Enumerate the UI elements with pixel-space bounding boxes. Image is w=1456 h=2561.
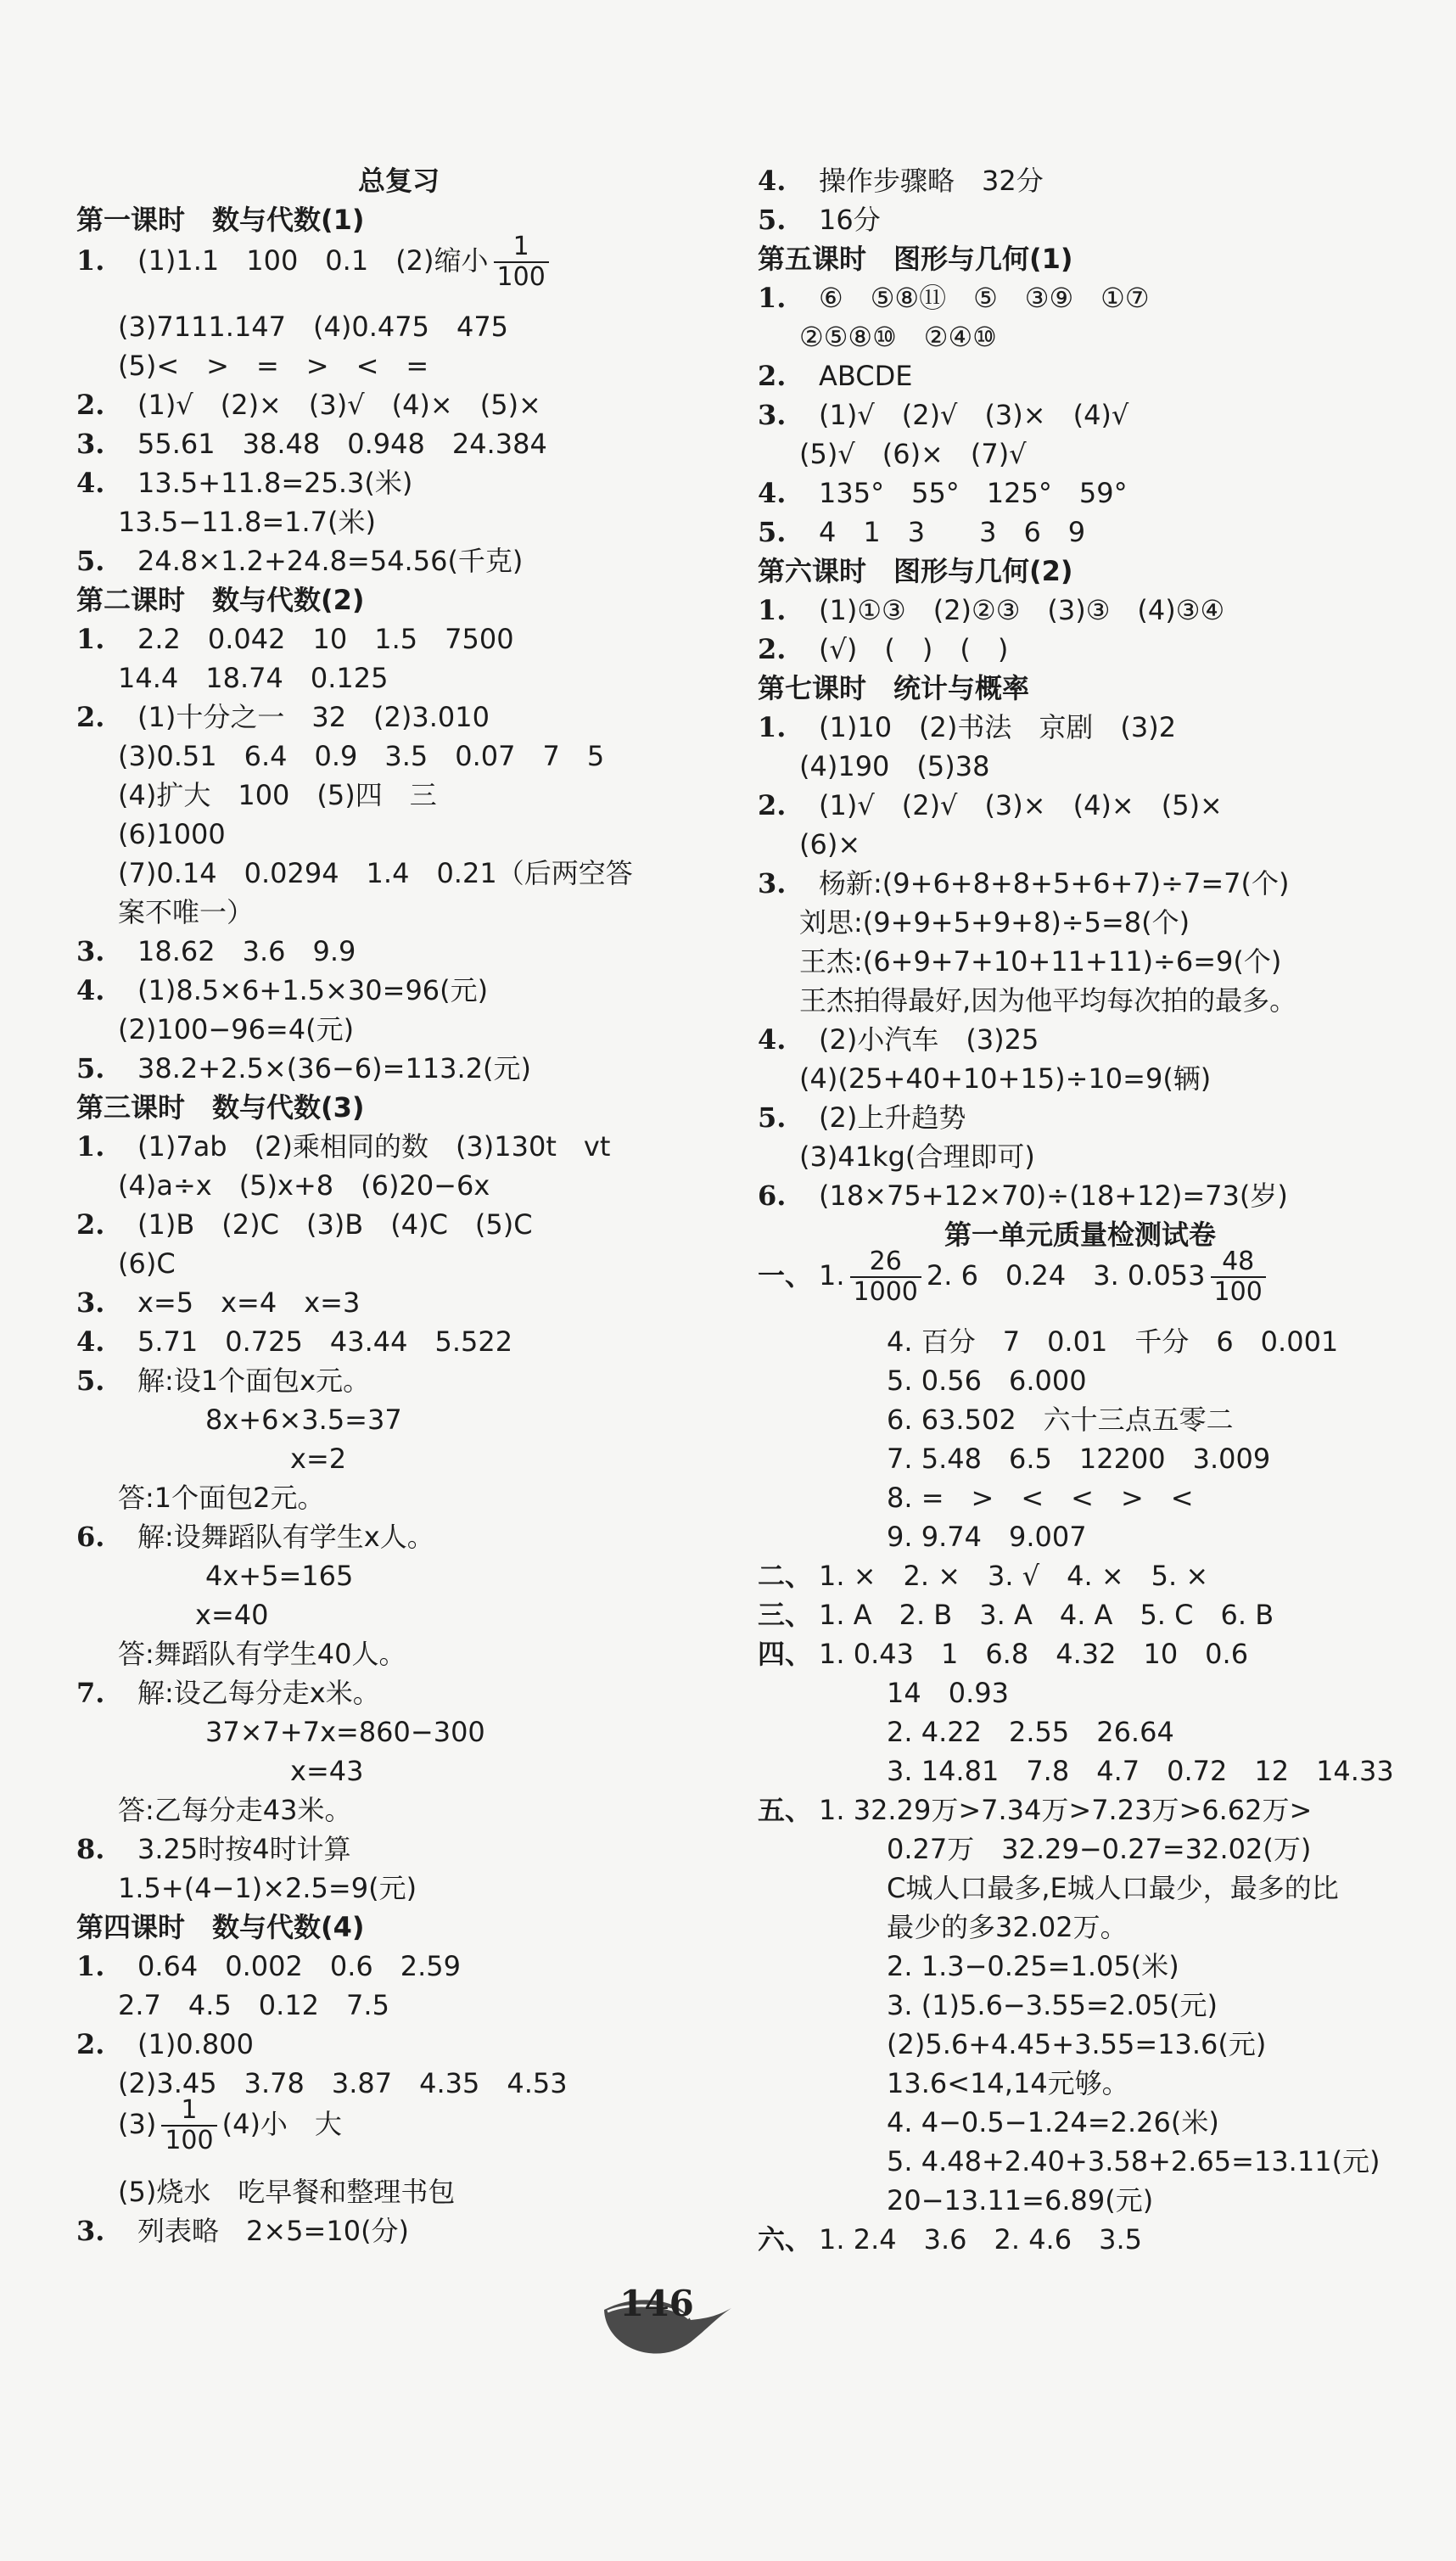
answer-line: [76, 1205, 533, 1244]
question-number: 1.: [76, 1130, 105, 1163]
answer-line: [76, 1322, 512, 1361]
answer-line: [76, 424, 547, 463]
answer-text: 13.5+11.8=25.3(米): [137, 467, 413, 499]
question-number: 1.: [76, 1950, 105, 1982]
question-number: 3.: [76, 428, 105, 460]
section-heading: [76, 580, 365, 619]
section-heading: [758, 552, 1073, 591]
answer-text: 第三课时 数与代数(3): [76, 1091, 365, 1124]
answer-text: 列表略 2×5=10(分): [137, 2215, 410, 2247]
answer-line: [758, 786, 1223, 825]
answer-text: (6)1000: [118, 818, 226, 850]
answer-text: (4)扩大 100 (5)四 三: [118, 779, 437, 811]
answer-text: x=2: [290, 1443, 347, 1475]
answer-line: [76, 2025, 254, 2064]
answer-text: 2. 1.3−0.25=1.05(米): [887, 1950, 1179, 1982]
answer-text: 4x+5=165: [205, 1560, 354, 1592]
question-number: 8.: [76, 1833, 105, 1865]
fraction-numerator: 1: [161, 2096, 216, 2127]
answer-line: [76, 893, 254, 932]
answer-text: 王杰:(6+9+7+10+11+11)÷6=9(个): [799, 945, 1282, 978]
question-number: 5.: [758, 1101, 787, 1134]
question-number: 五、: [758, 1794, 813, 1826]
answer-text: (1)1.1 100 0.1 (2)缩小: [137, 244, 489, 277]
answer-line: [76, 619, 514, 658]
answer-text: 2. 4.22 2.55 26.64: [887, 1716, 1174, 1748]
answer-text: 最少的多32.02万。: [887, 1911, 1128, 1943]
question-number: 4.: [758, 477, 787, 509]
answer-line: [76, 1751, 363, 1790]
answer-line: [76, 502, 376, 541]
answer-line: [758, 2103, 1219, 2142]
answer-text: 18.62 3.6 9.9: [137, 935, 356, 967]
answer-text: 1.: [819, 1259, 845, 1292]
answer-line: [758, 1947, 1179, 1986]
answer-line: [758, 1595, 1274, 1634]
answer-line: [76, 1244, 176, 1283]
section-heading: [758, 669, 1029, 708]
answer-line: [758, 942, 1281, 981]
answer-text: (3)7111.147 (4)0.475 475: [118, 311, 509, 343]
answer-line: [758, 1361, 1087, 1400]
answer-line: [76, 1595, 268, 1634]
answer-text: (5)烧水 吃早餐和整理书包: [118, 2176, 456, 2208]
answer-text: 14 0.93: [887, 1677, 1009, 1709]
answer-text: 操作步骤略 32分: [819, 165, 1044, 197]
answer-line: [758, 1517, 1087, 1556]
answer-text: 王杰拍得最好,因为他平均每次拍的最多。: [799, 984, 1297, 1017]
answer-line: [76, 1166, 490, 1205]
question-number: 2.: [758, 789, 787, 821]
answer-line: [76, 854, 633, 893]
question-number: 1.: [758, 282, 787, 314]
answer-line: [76, 2172, 455, 2211]
answer-text: x=43: [290, 1755, 364, 1787]
answer-text: 1. × 2. × 3. √ 4. × 5. ×: [819, 1560, 1209, 1592]
answer-text: 3. (1)5.6−3.55=2.05(元): [887, 1989, 1218, 2021]
question-number: 4.: [76, 1325, 105, 1358]
answer-text: 2. 6 0.24 3. 0.053: [926, 1259, 1206, 1292]
answer-line: [76, 2096, 342, 2167]
answer-text: 135° 55° 125° 59°: [819, 477, 1128, 509]
answer-text: 4. 4−0.5−1.24=2.26(米): [887, 2106, 1219, 2138]
question-number: 2.: [76, 1208, 105, 1241]
answer-line: [758, 2025, 1266, 2064]
answer-text: 14.4 18.74 0.125: [118, 662, 389, 694]
answer-line: [76, 233, 554, 304]
question-number: 四、: [758, 1638, 813, 1670]
answer-text: (2)3.45 3.78 3.87 4.35 4.53: [118, 2067, 568, 2099]
answer-text: (2)上升趋势: [819, 1101, 966, 1134]
answer-line: [76, 658, 388, 698]
question-number: 3.: [758, 867, 787, 899]
answer-text: (1)①③ (2)②③ (3)③ (4)③④: [819, 594, 1225, 626]
answer-text: (2)小汽车 (3)25: [819, 1023, 1039, 1056]
answer-line: [76, 1283, 360, 1322]
section-heading: [758, 239, 1073, 278]
answer-line: [76, 776, 437, 815]
answer-text: (2)100−96=4(元): [118, 1013, 355, 1045]
answer-text: 4. 百分 7 0.01 千分 6 0.001: [887, 1325, 1339, 1358]
answer-line: [76, 1790, 352, 1830]
answer-text: 杨新:(9+6+8+8+5+6+7)÷7=7(个): [819, 867, 1290, 899]
fraction-numerator: 1: [494, 233, 549, 263]
answer-text: 2.2 0.042 10 1.5 7500: [137, 623, 514, 655]
fraction-denominator: 100: [1213, 1277, 1263, 1307]
question-number: 7.: [76, 1677, 105, 1709]
answer-text: 8x+6×3.5=37: [205, 1404, 402, 1436]
answer-text: (4)190 (5)38: [799, 750, 990, 782]
question-number: 二、: [758, 1560, 813, 1592]
answer-line: [758, 395, 1128, 434]
answer-text: (2)5.6+4.45+3.55=13.6(元): [887, 2028, 1267, 2060]
answer-line: [76, 1673, 380, 1712]
answer-line: [76, 2211, 409, 2250]
answer-line: [758, 630, 1008, 669]
question-number: 4.: [758, 165, 787, 197]
answer-line: [758, 2142, 1380, 2181]
answer-line: [76, 541, 523, 580]
fraction-denominator: 100: [165, 2126, 214, 2155]
answer-text: (1)0.800: [137, 2028, 254, 2060]
answer-text: (7)0.14 0.0294 1.4 0.21（后两空答: [118, 857, 633, 889]
answer-line: [758, 825, 860, 864]
answer-line: [758, 1751, 1394, 1790]
answer-text: 8. = > < < > <: [887, 1482, 1194, 1514]
answer-text: 1.5+(4−1)×2.5=9(元): [118, 1872, 417, 1904]
answer-text: 13.5−11.8=1.7(米): [118, 506, 376, 538]
section-heading: [76, 1088, 365, 1127]
answer-text: 7. 5.48 6.5 12200 3.009: [887, 1443, 1271, 1475]
answer-text: ⑥ ⑤⑧⑪ ⑤ ③⑨ ①⑦: [819, 282, 1150, 314]
page-number-badge: [589, 2276, 742, 2369]
answer-line: [76, 1869, 417, 1908]
question-number: 5.: [76, 1365, 105, 1397]
answer-line: [76, 1361, 370, 1400]
question-number: 5.: [758, 516, 787, 548]
answer-line: [76, 1049, 531, 1088]
answer-text: 1. 2.4 3.6 2. 4.6 3.5: [819, 2223, 1142, 2256]
answer-line: [758, 200, 881, 239]
answer-text: (5)< > = > < =: [118, 350, 429, 382]
answer-line: [758, 708, 1176, 747]
answer-line: [758, 1830, 1311, 1869]
question-number: 3.: [76, 1286, 105, 1319]
answer-text: (1)8.5×6+1.5×30=96(元): [137, 974, 489, 1006]
fraction-numerator: 26: [850, 1247, 921, 1278]
question-number: 4.: [758, 1023, 787, 1056]
answer-line: [758, 1790, 1312, 1830]
answer-line: [758, 1322, 1338, 1361]
answer-text: 38.2+2.5×(36−6)=113.2(元): [137, 1052, 532, 1084]
answer-text: 答:乙每分走43米。: [118, 1794, 352, 1826]
answer-line: [76, 1439, 346, 1478]
answer-line: [758, 2220, 1142, 2259]
answer-text: 5. 4.48+2.40+3.58+2.65=13.11(元): [887, 2145, 1380, 2177]
answer-line: [758, 1673, 1009, 1712]
answer-line: [758, 1478, 1194, 1517]
answer-line: [76, 1127, 610, 1166]
question-number: 5.: [76, 545, 105, 577]
answer-text: (6)C: [118, 1247, 176, 1280]
answer-line: [758, 474, 1128, 513]
answer-line: [758, 317, 997, 356]
fraction: [161, 2096, 216, 2155]
answer-text: (1)十分之一 32 (2)3.010: [137, 701, 490, 733]
answer-line: [758, 2064, 1129, 2103]
answer-line: [758, 1098, 966, 1137]
answer-text: 16分: [819, 204, 881, 236]
answer-line: [758, 1020, 1039, 1059]
answer-text: (3): [118, 2108, 157, 2140]
question-number: 一、: [758, 1259, 813, 1292]
question-number: 5.: [758, 204, 787, 236]
question-number: 5.: [76, 1052, 105, 1084]
answer-line: [76, 1010, 354, 1049]
answer-text: 解:设1个面包x元。: [137, 1365, 371, 1397]
answer-text: (√) ( ) ( ): [819, 633, 1009, 665]
answer-text: 第七课时 统计与概率: [758, 672, 1030, 704]
answer-text: 2.7 4.5 0.12 7.5: [118, 1989, 389, 2021]
question-number: 6.: [76, 1521, 105, 1553]
answer-text: 5.71 0.725 43.44 5.522: [137, 1325, 513, 1358]
answer-text: 1. 0.43 1 6.8 4.32 10 0.6: [819, 1638, 1249, 1670]
answer-text: 第五课时 图形与几何(1): [758, 243, 1073, 275]
answer-line: [76, 346, 428, 385]
fraction-numerator: 48: [1211, 1247, 1266, 1278]
answer-line: [758, 591, 1224, 630]
answer-text: (4)(25+40+10+15)÷10=9(辆): [799, 1062, 1212, 1095]
answer-line: [758, 1908, 1128, 1947]
answer-line: [758, 356, 912, 395]
answer-text: 1. 32.29万>7.34万>7.23万>6.62万>: [819, 1794, 1313, 1826]
answer-text: x=5 x=4 x=3: [137, 1286, 361, 1319]
answer-line: [758, 1059, 1211, 1098]
answer-text: 20−13.11=6.89(元): [887, 2184, 1154, 2216]
answer-line: [758, 2181, 1153, 2220]
answer-text: (1)√ (2)√ (3)× (4)√: [819, 399, 1129, 431]
answer-text: 总复习: [357, 165, 440, 197]
question-number: 2.: [76, 2028, 105, 2060]
answer-line: [758, 1986, 1218, 2025]
answer-text: 37×7+7x=860−300: [205, 1716, 485, 1748]
question-number: 六、: [758, 2223, 813, 2256]
question-number: 3.: [758, 399, 787, 431]
answer-text: (6)×: [799, 828, 861, 860]
page-number: 146: [619, 2283, 694, 2324]
answer-text: (5)√ (6)× (7)√: [799, 438, 1027, 470]
question-number: 2.: [758, 360, 787, 392]
answer-line: [758, 161, 1044, 200]
answer-line: [758, 1712, 1174, 1751]
answer-line: [758, 903, 1190, 942]
answer-line: [76, 1517, 434, 1556]
answer-line: [758, 278, 1150, 317]
answer-text: 3. 14.81 7.8 4.7 0.72 12 14.33: [887, 1755, 1394, 1787]
question-number: 1.: [758, 711, 787, 743]
answer-text: 55.61 38.48 0.948 24.384: [137, 428, 547, 460]
answer-line: [76, 1556, 353, 1595]
answer-line: [76, 307, 508, 346]
answer-line: [76, 1830, 351, 1869]
answer-line: [76, 932, 356, 971]
answer-text: (3)0.51 6.4 0.9 3.5 0.07 7 5: [118, 740, 605, 772]
answer-text: 24.8×1.2+24.8=54.56(千克): [137, 545, 524, 577]
answer-line: [758, 1176, 1288, 1215]
question-number: 3.: [76, 2215, 105, 2247]
answer-text: 5. 0.56 6.000: [887, 1365, 1087, 1397]
answer-text: 第一课时 数与代数(1): [76, 204, 365, 236]
answer-text: 第二课时 数与代数(2): [76, 584, 365, 616]
answer-text: 第六课时 图形与几何(2): [758, 555, 1073, 587]
answer-text: (1)7ab (2)乘相同的数 (3)130t vt: [137, 1130, 611, 1163]
question-number: 三、: [758, 1599, 813, 1631]
answer-text: 4 1 3 3 6 9: [819, 516, 1086, 548]
answer-text: 答:舞蹈队有学生40人。: [118, 1638, 406, 1670]
fraction: [850, 1247, 921, 1307]
question-number: 6.: [758, 1180, 787, 1212]
question-number: 4.: [76, 974, 105, 1006]
answer-line: [76, 815, 226, 854]
fraction-denominator: 1000: [853, 1277, 918, 1307]
answer-line: [76, 1400, 402, 1439]
answer-text: (4)a÷x (5)x+8 (6)20−6x: [118, 1169, 490, 1202]
answer-line: [758, 1247, 1271, 1319]
answer-line: [758, 1869, 1339, 1908]
answer-text: 13.6<14,14元够。: [887, 2067, 1129, 2099]
answer-line: [76, 463, 412, 502]
answer-line: [758, 1556, 1208, 1595]
answer-line: [76, 385, 541, 424]
answer-text: 案不唯一）: [118, 896, 255, 928]
answer-text: 0.64 0.002 0.6 2.59: [137, 1950, 462, 1982]
answer-text: 3.25时按4时计算: [137, 1833, 351, 1865]
answer-line: [758, 1137, 1035, 1176]
question-number: 3.: [76, 935, 105, 967]
question-number: 4.: [76, 467, 105, 499]
question-number: 1.: [76, 244, 105, 277]
answer-text: 6. 63.502 六十三点五零二: [887, 1404, 1234, 1436]
answer-text: 第一单元质量检测试卷: [944, 1219, 1216, 1251]
answer-line: [76, 1947, 461, 1986]
answer-line: [76, 971, 488, 1010]
answer-text: 解:设舞蹈队有学生x人。: [137, 1521, 434, 1553]
answer-text: 刘思:(9+9+5+9+8)÷5=8(个): [799, 906, 1190, 939]
question-number: 2.: [76, 389, 105, 421]
answer-line: [76, 1634, 406, 1673]
fraction-denominator: 100: [496, 262, 546, 292]
answer-text: 9. 9.74 9.007: [887, 1521, 1087, 1553]
answer-text: (1)√ (2)× (3)√ (4)× (5)×: [137, 389, 541, 421]
answer-line: [758, 864, 1289, 903]
answer-text: ABCDE: [819, 360, 913, 392]
answer-text: x=40: [195, 1599, 269, 1631]
section-heading: [76, 161, 721, 200]
answer-text: C城人口最多,E城人口最少，最多的比: [887, 1872, 1339, 1904]
question-number: 2.: [758, 633, 787, 665]
answer-text: (1)B (2)C (3)B (4)C (5)C: [137, 1208, 533, 1241]
answer-line: [76, 1478, 325, 1517]
answer-text: (18×75+12×70)÷(18+12)=73(岁): [819, 1180, 1288, 1212]
answer-text: (1)10 (2)书法 京剧 (3)2: [819, 711, 1177, 743]
answer-text: (1)√ (2)√ (3)× (4)× (5)×: [819, 789, 1223, 821]
answer-line: [76, 698, 490, 737]
question-number: 1.: [758, 594, 787, 626]
fraction: [494, 233, 549, 292]
answer-text: 解:设乙每分走x米。: [137, 1677, 380, 1709]
answer-line: [758, 981, 1296, 1020]
answer-text: ②⑤⑧⑩ ②④⑩: [799, 321, 997, 353]
answer-line: [76, 1712, 485, 1751]
answer-line: [758, 1634, 1248, 1673]
question-number: 2.: [76, 701, 105, 733]
answer-text: 1. A 2. B 3. A 4. A 5. C 6. B: [819, 1599, 1274, 1631]
answer-line: [758, 1439, 1270, 1478]
answer-line: [76, 737, 604, 776]
answer-text: (4)小 大: [221, 2108, 342, 2140]
section-heading: [76, 1908, 365, 1947]
answer-line: [758, 1400, 1234, 1439]
answer-text: 第四课时 数与代数(4): [76, 1911, 365, 1943]
answer-line: [758, 513, 1085, 552]
answer-line: [76, 1986, 389, 2025]
answer-line: [758, 747, 989, 786]
answer-text: 答:1个面包2元。: [118, 1482, 325, 1514]
question-number: 1.: [76, 623, 105, 655]
answer-line: [758, 434, 1027, 474]
answer-text: (3)41kg(合理即可): [799, 1140, 1035, 1173]
answer-text: 0.27万 32.29−0.27=32.02(万): [887, 1833, 1312, 1865]
fraction: [1211, 1247, 1266, 1307]
